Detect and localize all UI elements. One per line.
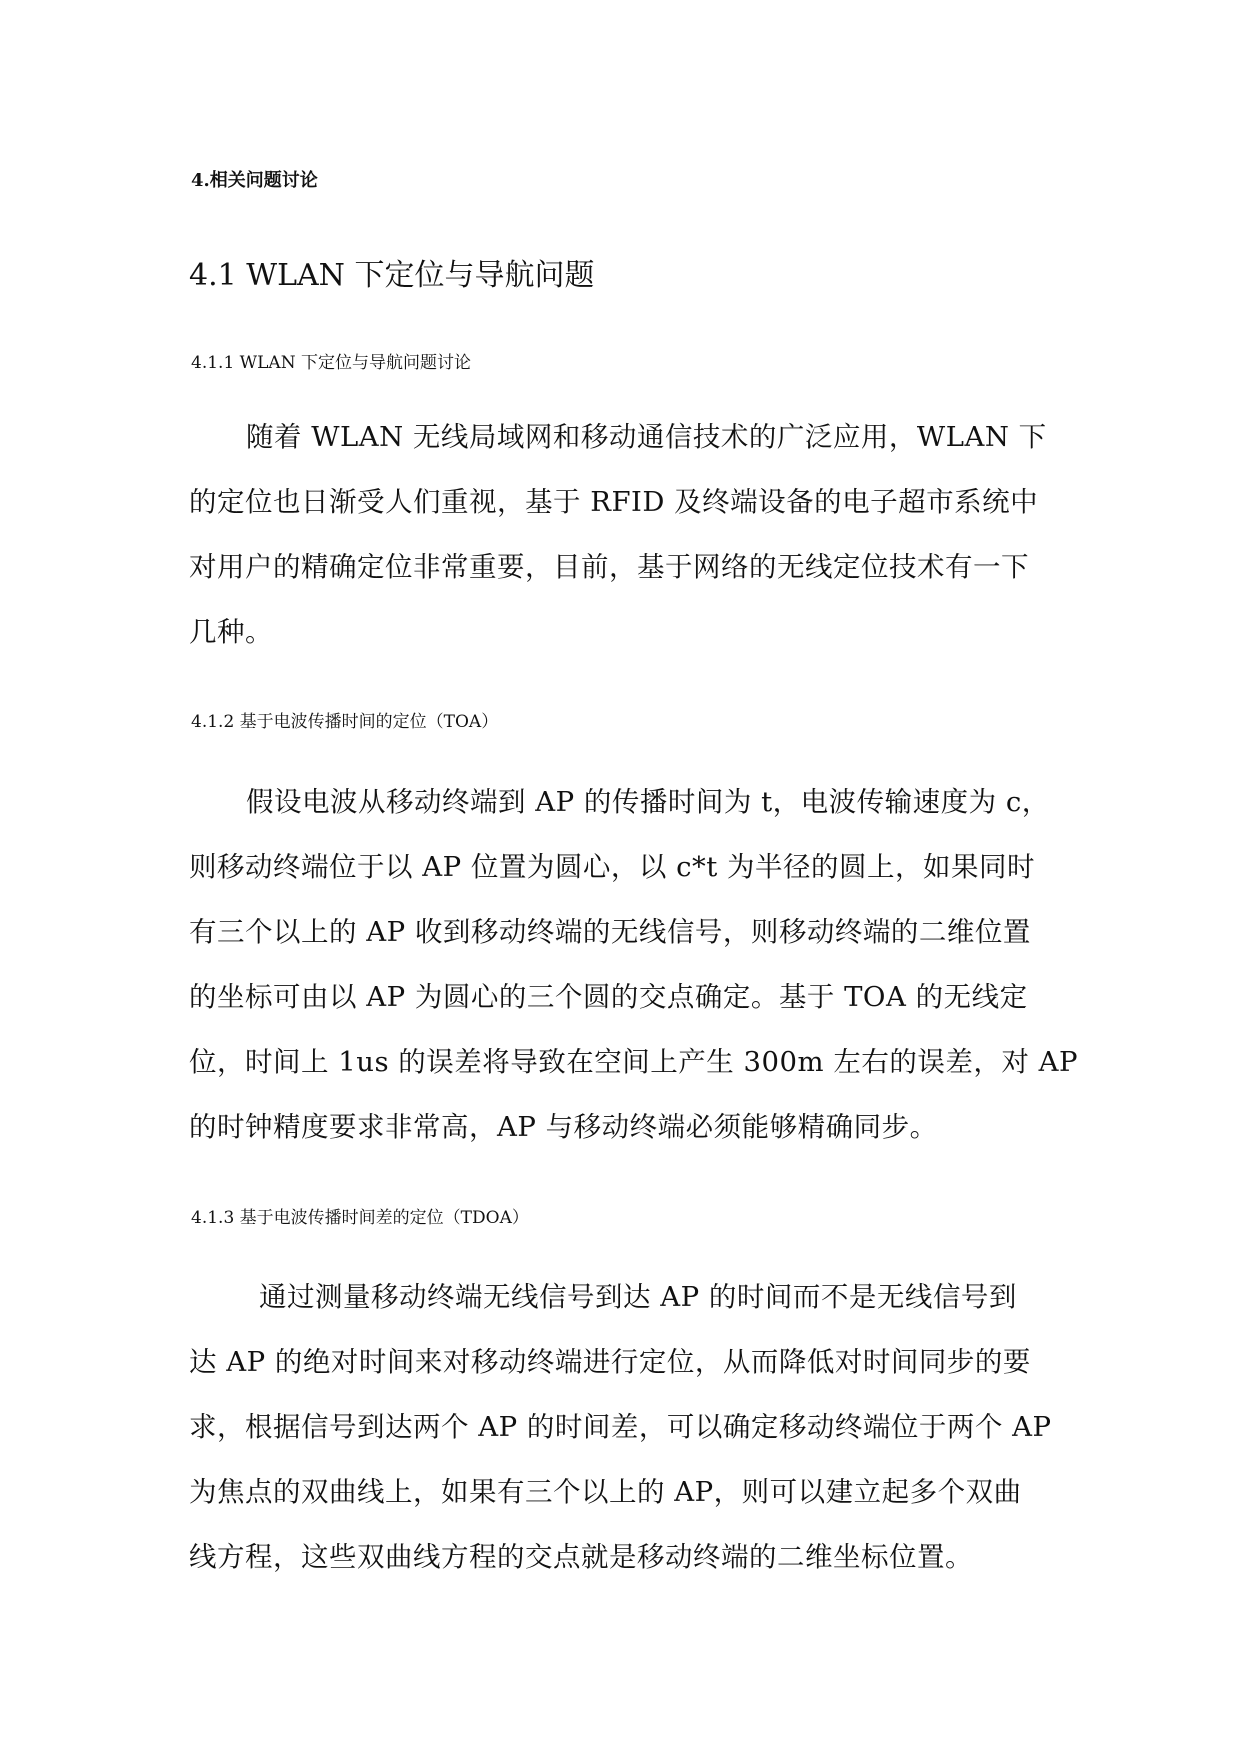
paragraph-line: 求，根据信号到达两个 AP 的时间差，可以确定移动终端位于两个 AP — [189, 1411, 1052, 1443]
paragraph-line: 对用户的精确定位非常重要，目前，基于网络的无线定位技术有一下 — [189, 551, 1029, 583]
paragraph-line: 为焦点的双曲线上，如果有三个以上的 AP，则可以建立起多个双曲 — [189, 1476, 1022, 1508]
paragraph-toa — [189, 770, 1078, 1160]
paragraph-line: 的定位也日渐受人们重视，基于 RFID 及终端设备的电子超市系统中 — [189, 486, 1039, 518]
chapter-heading: 4.相关问题讨论 — [191, 170, 318, 191]
section-title: 4.1 WLAN 下定位与导航问题 — [189, 258, 595, 293]
paragraph-line: 通过测量移动终端无线信号到达 AP 的时间而不是无线信号到 — [259, 1281, 1017, 1313]
subsection-title-4-1-1: 4.1.1 WLAN 下定位与导航问题讨论 — [191, 353, 471, 373]
paragraph-tdoa — [189, 1265, 1059, 1590]
paragraph-line: 的坐标可由以 AP 为圆心的三个圆的交点确定。基于 TOA 的无线定 — [189, 981, 1028, 1013]
paragraph-line: 则移动终端位于以 AP 位置为圆心，以 c*t 为半径的圆上，如果同时 — [189, 851, 1036, 883]
paragraph-line: 的时钟精度要求非常高，AP 与移动终端必须能够精确同步。 — [189, 1111, 938, 1143]
paragraph-line: 随着 WLAN 无线局域网和移动通信技术的广泛应用，WLAN 下 — [246, 421, 1047, 453]
paragraph-wlan-intro — [189, 405, 1059, 665]
paragraph-line: 达 AP 的绝对时间来对移动终端进行定位，从而降低对时间同步的要 — [189, 1346, 1031, 1378]
paragraph-line: 位，时间上 1us 的误差将导致在空间上产生 300m 左右的误差，对 AP — [189, 1046, 1078, 1078]
subsection-title-4-1-2: 4.1.2 基于电波传播时间的定位（TOA） — [191, 712, 499, 732]
paragraph-line: 有三个以上的 AP 收到移动终端的无线信号，则移动终端的二维位置 — [189, 916, 1031, 948]
paragraph-line: 假设电波从移动终端到 AP 的传播时间为 t，电波传输速度为 c， — [246, 786, 1050, 818]
paragraph-line: 几种。 — [189, 616, 273, 648]
subsection-title-4-1-3: 4.1.3 基于电波传播时间差的定位（TDOA） — [191, 1208, 529, 1228]
paragraph-line: 线方程，这些双曲线方程的交点就是移动终端的二维坐标位置。 — [189, 1541, 973, 1573]
